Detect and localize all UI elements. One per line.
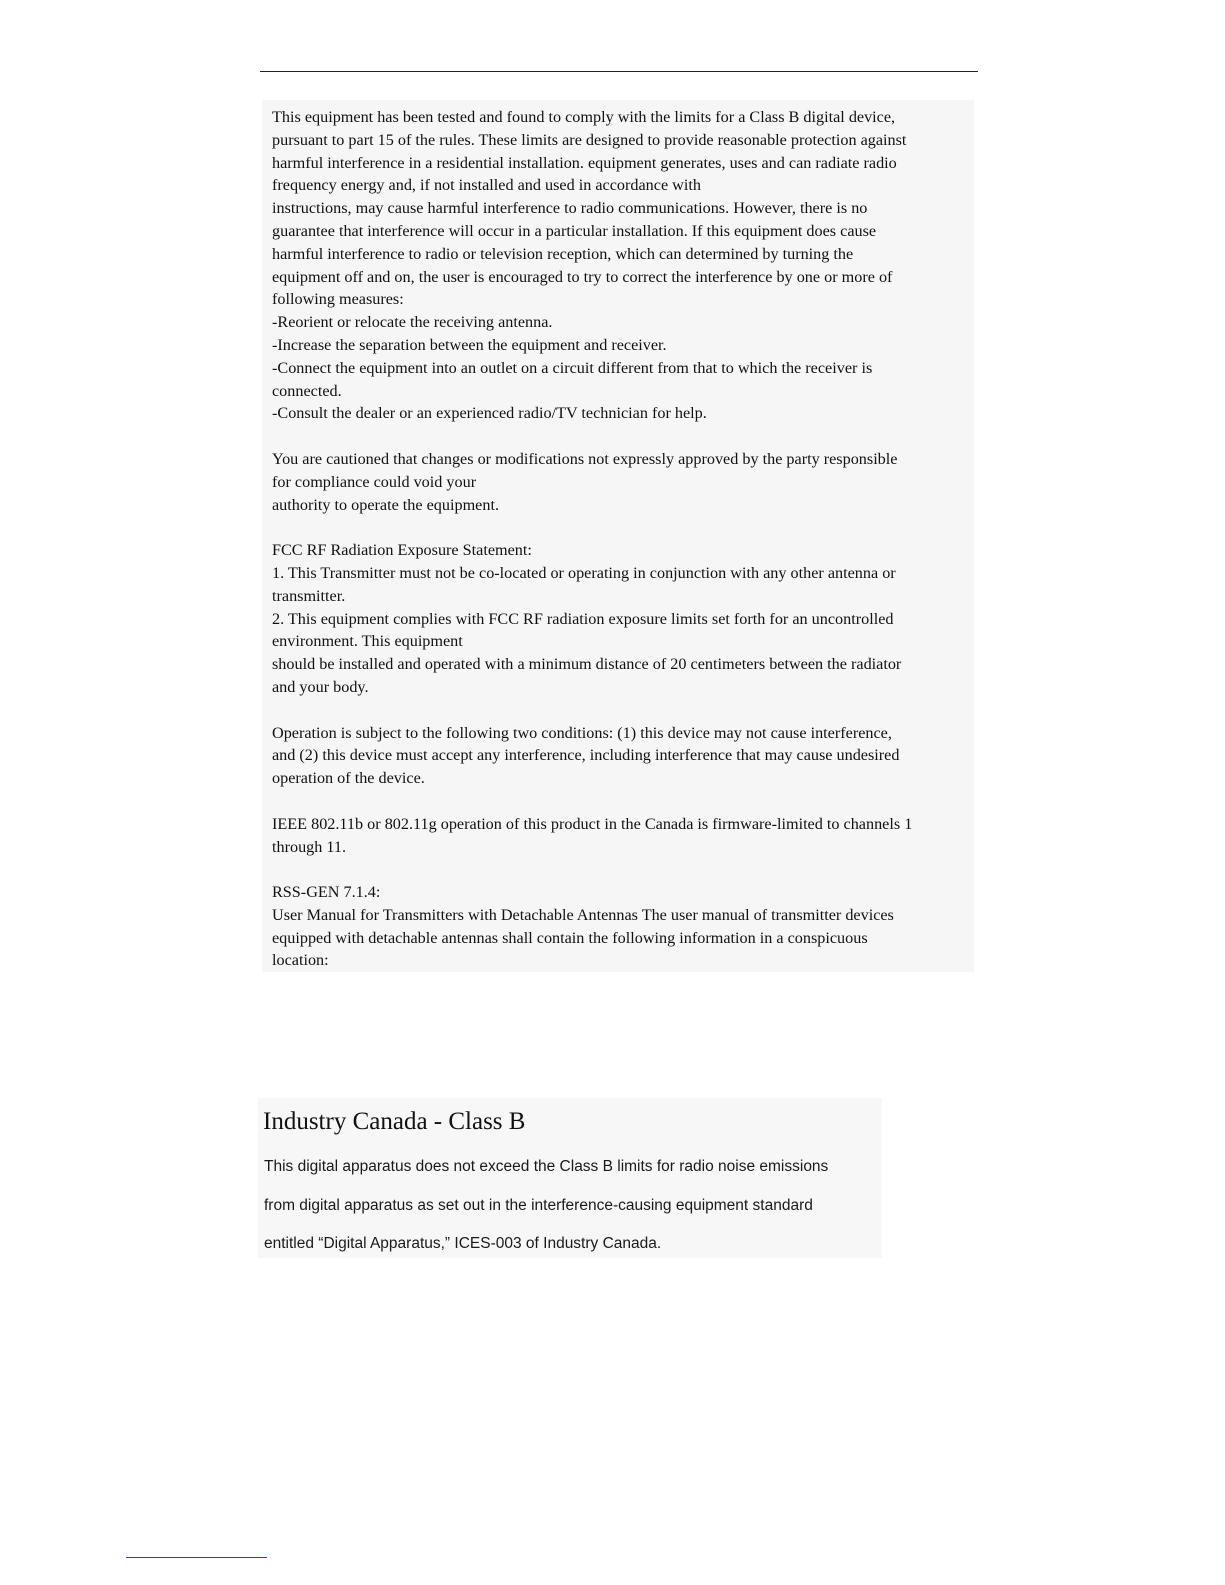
fcc-statement-line: RSS-GEN 7.1.4: xyxy=(272,883,381,902)
fcc-statement-line: harmful interference in a residential installation. equipment generates, uses and can radiate radio xyxy=(272,153,897,172)
industry-canada-line: This digital apparatus does not exceed the Class B limits for radio noise emissions xyxy=(264,1158,829,1175)
fcc-statement-line: -Increase the separation between the equipment and receiver. xyxy=(272,335,667,354)
fcc-statement-line: -Consult the dealer or an experienced radio/TV technician for help. xyxy=(272,404,707,423)
paragraph-gap xyxy=(272,699,972,722)
fcc-statement-line: harmful interference to radio or television reception, which can determined by turning the xyxy=(272,244,854,263)
fcc-statement-line: for compliance could void your xyxy=(272,472,477,491)
fcc-statement-line: connected. xyxy=(272,381,342,400)
paragraph-gap xyxy=(272,516,972,539)
fcc-statement-line: transmitter. xyxy=(272,586,346,605)
fcc-statement-line: should be installed and operated with a minimum distance of 20 centimeters between the radiator xyxy=(272,655,902,674)
fcc-statement-line: guarantee that interference will occur in a particular installation. If this equipment does cause xyxy=(272,221,877,240)
fcc-statement-line: pursuant to part 15 of the rules. These limits are designed to provide reasonable protection against xyxy=(272,130,907,149)
fcc-statement-line: User Manual for Transmitters with Detachable Antennas The user manual of transmitter devices xyxy=(272,905,894,924)
header-rule xyxy=(260,71,978,72)
fcc-statement-line: Operation is subject to the following two conditions: (1) this device may not cause interference, xyxy=(272,723,892,742)
fcc-statement-line: -Reorient or relocate the receiving antenna. xyxy=(272,313,553,332)
fcc-statement-line: This equipment has been tested and found to comply with the limits for a Class B digital device, xyxy=(272,108,896,126)
fcc-statement-line: following measures: xyxy=(272,290,404,309)
fcc-statement-line: environment. This equipment xyxy=(272,632,463,651)
fcc-statement-line: location: xyxy=(272,951,329,970)
fcc-statement-line: instructions, may cause harmful interference to radio communications. However, there is no xyxy=(272,199,868,218)
fcc-statement-line: You are cautioned that changes or modifications not expressly approved by the party responsible xyxy=(272,449,898,468)
footnote-rule xyxy=(126,1557,267,1558)
fcc-statement-line: frequency energy and, if not installed and used in accordance with xyxy=(272,176,701,195)
paragraph-gap xyxy=(272,425,972,448)
industry-canada-line: from digital apparatus as set out in the interference-causing equipment standard xyxy=(264,1196,813,1214)
fcc-statement-line: equipped with detachable antennas shall contain the following information in a conspicuous xyxy=(272,928,868,947)
fcc-statement xyxy=(272,106,972,972)
fcc-statement-line: IEEE 802.11b or 802.11g operation of this product in the Canada is firmware-limited to channels 1 xyxy=(272,814,913,833)
fcc-statement-line: FCC RF Radiation Exposure Statement: xyxy=(272,541,532,560)
fcc-statement-line: and your body. xyxy=(272,677,369,696)
fcc-statement-line: 2. This equipment complies with FCC RF radiation exposure limits set forth for an uncontrolled xyxy=(272,609,894,628)
paragraph-gap xyxy=(272,858,972,881)
fcc-statement-line: operation of the device. xyxy=(272,769,425,788)
fcc-statement-line: equipment off and on, the user is encouraged to try to correct the interference by one or more of xyxy=(272,267,893,286)
fcc-statement-line: and (2) this device must accept any interference, including interference that may cause undesired xyxy=(272,746,900,765)
fcc-statement-line: through 11. xyxy=(272,837,347,856)
fcc-statement-line: -Connect the equipment into an outlet on a circuit different from that to which the receiver is xyxy=(272,358,873,377)
paragraph-gap xyxy=(272,790,972,813)
fcc-statement-line: authority to operate the equipment. xyxy=(272,495,500,514)
fcc-statement-line: 1. This Transmitter must not be co-located or operating in conjunction with any other antenna or xyxy=(272,563,896,582)
industry-canada-title: Industry Canada - Class B xyxy=(263,1108,526,1135)
industry-canada-line: entitled “Digital Apparatus,” ICES-003 of Industry Canada. xyxy=(264,1235,662,1252)
industry-canada-statement xyxy=(264,1148,884,1264)
